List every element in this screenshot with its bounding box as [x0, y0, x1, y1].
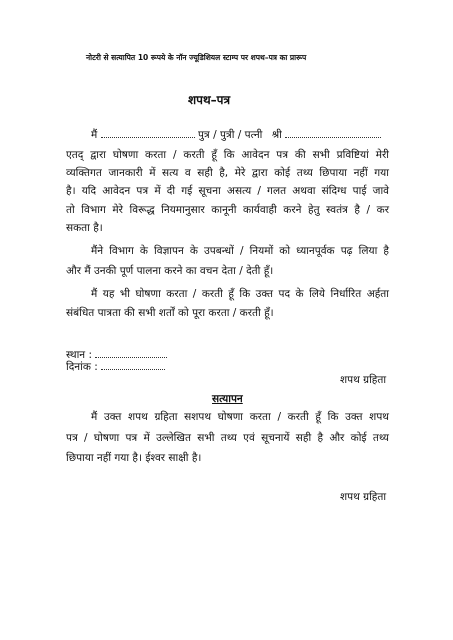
para2-line: और मैं उनकी पूर्ण पालना करने का वचन देता / देती हूँ।: [66, 265, 274, 277]
signatory-label: शपथ ग्रहिता: [340, 491, 387, 503]
place-blank: [95, 348, 167, 358]
verification-title: सत्यापन: [212, 393, 243, 405]
name-blank: [101, 128, 195, 138]
verification-line: छिपाया नहीं गया है। ईश्वर साक्षी है।: [66, 452, 202, 464]
para3-line: संबंधित पात्रता की सभी शर्तों को पूरा करता / करती हूँ।: [66, 307, 274, 319]
intro-relation: पुत्र / पुत्री / पत्नी: [197, 129, 263, 141]
father-name-blank: [285, 128, 381, 138]
signatory-label: शपथ ग्रहिता: [340, 374, 387, 386]
intro-prefix: मैं: [91, 129, 98, 141]
para1-line: एतद् द्वारा घोषणा करता / करती हूँ कि आवेदन पत्र की सभी प्रविष्टियां मेरी: [66, 149, 389, 161]
para1-line: तो विभाग मेरे विरूद्ध नियमानुसार कानूनी कार्यवाही करने हेतु स्वतंत्र है / कर: [66, 204, 389, 216]
verification-line: मैं उक्त शपथ ग्रहिता सशपथ घोषणा करता / करती हूँ कि उक्त शपथ: [91, 411, 389, 423]
date-blank: [101, 360, 165, 370]
para1-line: व्यक्तिगत जानकारी में सत्य व सही है, मेरे द्वारा कोई तथ्य छिपाया नहीं गया: [66, 167, 389, 179]
header-note: नोटरी से सत्यापित 10 रूपये के नॉन ज्यूडिशियल स्टाम्प पर शपथ–पत्र का प्रारूप: [86, 53, 307, 62]
para1-line: है। यदि आवेदन पत्र में दी गई सूचना असत्य / गलत अथवा संदिग्ध पाई जावे: [66, 185, 389, 197]
place-label: स्थान :: [66, 349, 93, 361]
para1-line: सकता है।: [66, 222, 103, 234]
date-field: [66, 360, 165, 374]
date-label: दिनांक :: [66, 361, 98, 373]
para3-line: मैं यह भी घोषणा करता / करती हूँ कि उक्त पद के लिये निर्धारित अर्हता: [91, 288, 389, 300]
para2-line: मैंने विभाग के विज्ञापन के उपबन्धों / नियमों को ध्यानपूर्वक पढ़ लिया है: [91, 245, 389, 257]
intro-line: [91, 128, 381, 142]
document-title: शपथ–पत्र: [188, 93, 231, 107]
intro-honorific: श्री: [271, 129, 282, 141]
verification-line: पत्र / घोषणा पत्र में उल्लेखित सभी तथ्य एवं सूचनायें सही है और कोई तथ्य: [66, 432, 389, 444]
